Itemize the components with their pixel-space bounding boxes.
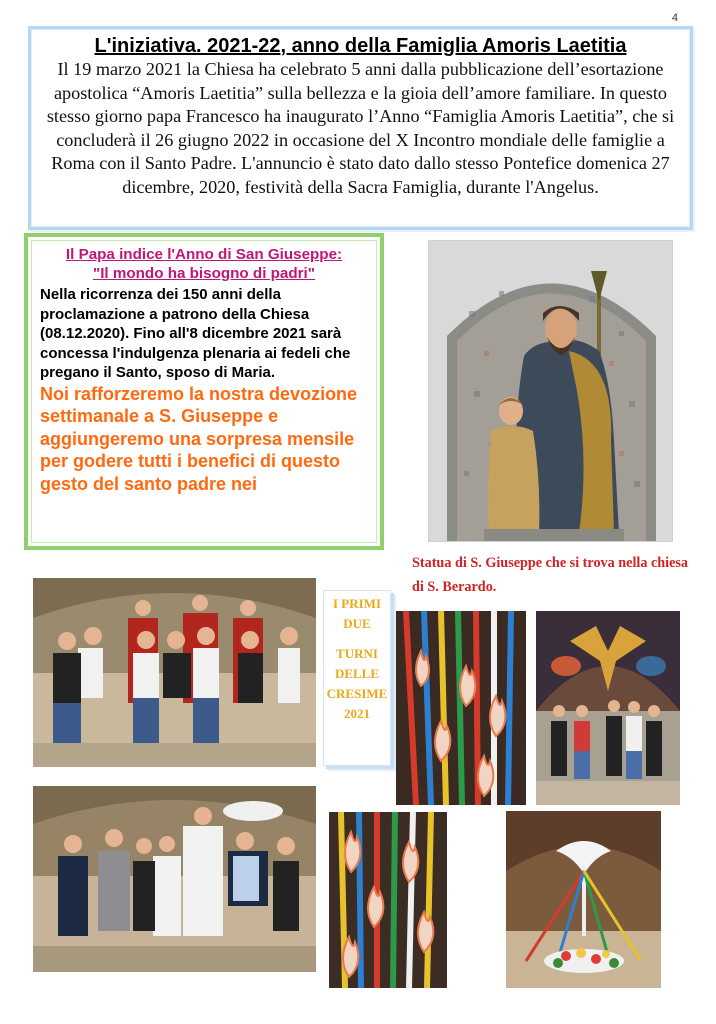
photo-dove-altar <box>506 811 661 988</box>
anno-san-giuseppe-box <box>24 233 384 550</box>
statue-photo <box>428 240 673 542</box>
heading-line-1: Il Papa indice l'Anno di San Giuseppe: <box>65 246 343 263</box>
cresime-line-5: CRESIME <box>326 686 388 701</box>
cresime-label-box <box>323 590 391 766</box>
photo-cresima-group-3 <box>536 611 680 805</box>
anno-san-giuseppe-heading <box>38 245 370 283</box>
statue-caption: Statua di S. Giuseppe che si trova nella chiesa di S. Berardo. <box>412 555 689 595</box>
cresime-line-3: TURNI <box>336 646 378 661</box>
photo-cresima-group-2 <box>33 786 316 972</box>
intro-body: Il 19 marzo 2021 la Chiesa ha celebrato 5 anni dalla pubblicazione dell’esortazione apostolica “Amoris Laetitia” sulla bellezza e la gioia dell’amore familiare. In questo stesso giorno papa Francesco ha inaugurato l’Anno “Famiglia Amoris Laetitia”, che si concluderà il 26 giugno 2022 in occasione del X Incontro mondiale delle famiglie a Roma con il Santo Padre. L'annuncio è stato dato dallo stesso Pontefice domenica 27 dicembre, 2020, festività della Sacra Famiglia, durante l'Angelus. <box>46 59 675 197</box>
devotion-announcement: Noi rafforzeremo la nostra devozione settimanale a S. Giuseppe e aggiungeremo una sorpresa mensile per godere tutti i benefici di questo gesto del santo padre nei <box>40 383 358 494</box>
intro-title: L'iniziativa. 2021-22, anno della Famiglia Amoris Laetitia <box>94 35 627 57</box>
photo-ribbons-flames-2 <box>329 812 447 988</box>
heading-line-2: "Il mondo ha bisogno di padri" <box>93 265 315 282</box>
cresime-line-2: DUE <box>343 616 371 631</box>
intro-box <box>28 26 693 230</box>
anno-san-giuseppe-body: Nella ricorrenza dei 150 anni della proclamazione a patrono della Chiesa (08.12.2020). Fino all'8 dicembre 2021 sarà concessa l'indulgenza plenaria ai fedeli che pregano il Santo, sposo di Maria. <box>40 286 351 381</box>
cresime-line-1: I PRIMI <box>332 596 382 611</box>
photo-ribbons-flames-1 <box>396 611 526 805</box>
cresime-line-6: 2021 <box>344 706 370 721</box>
photo-cresima-group-1 <box>33 578 316 767</box>
cresime-line-4: DELLE <box>334 666 380 681</box>
page-number: 4 <box>671 12 678 24</box>
